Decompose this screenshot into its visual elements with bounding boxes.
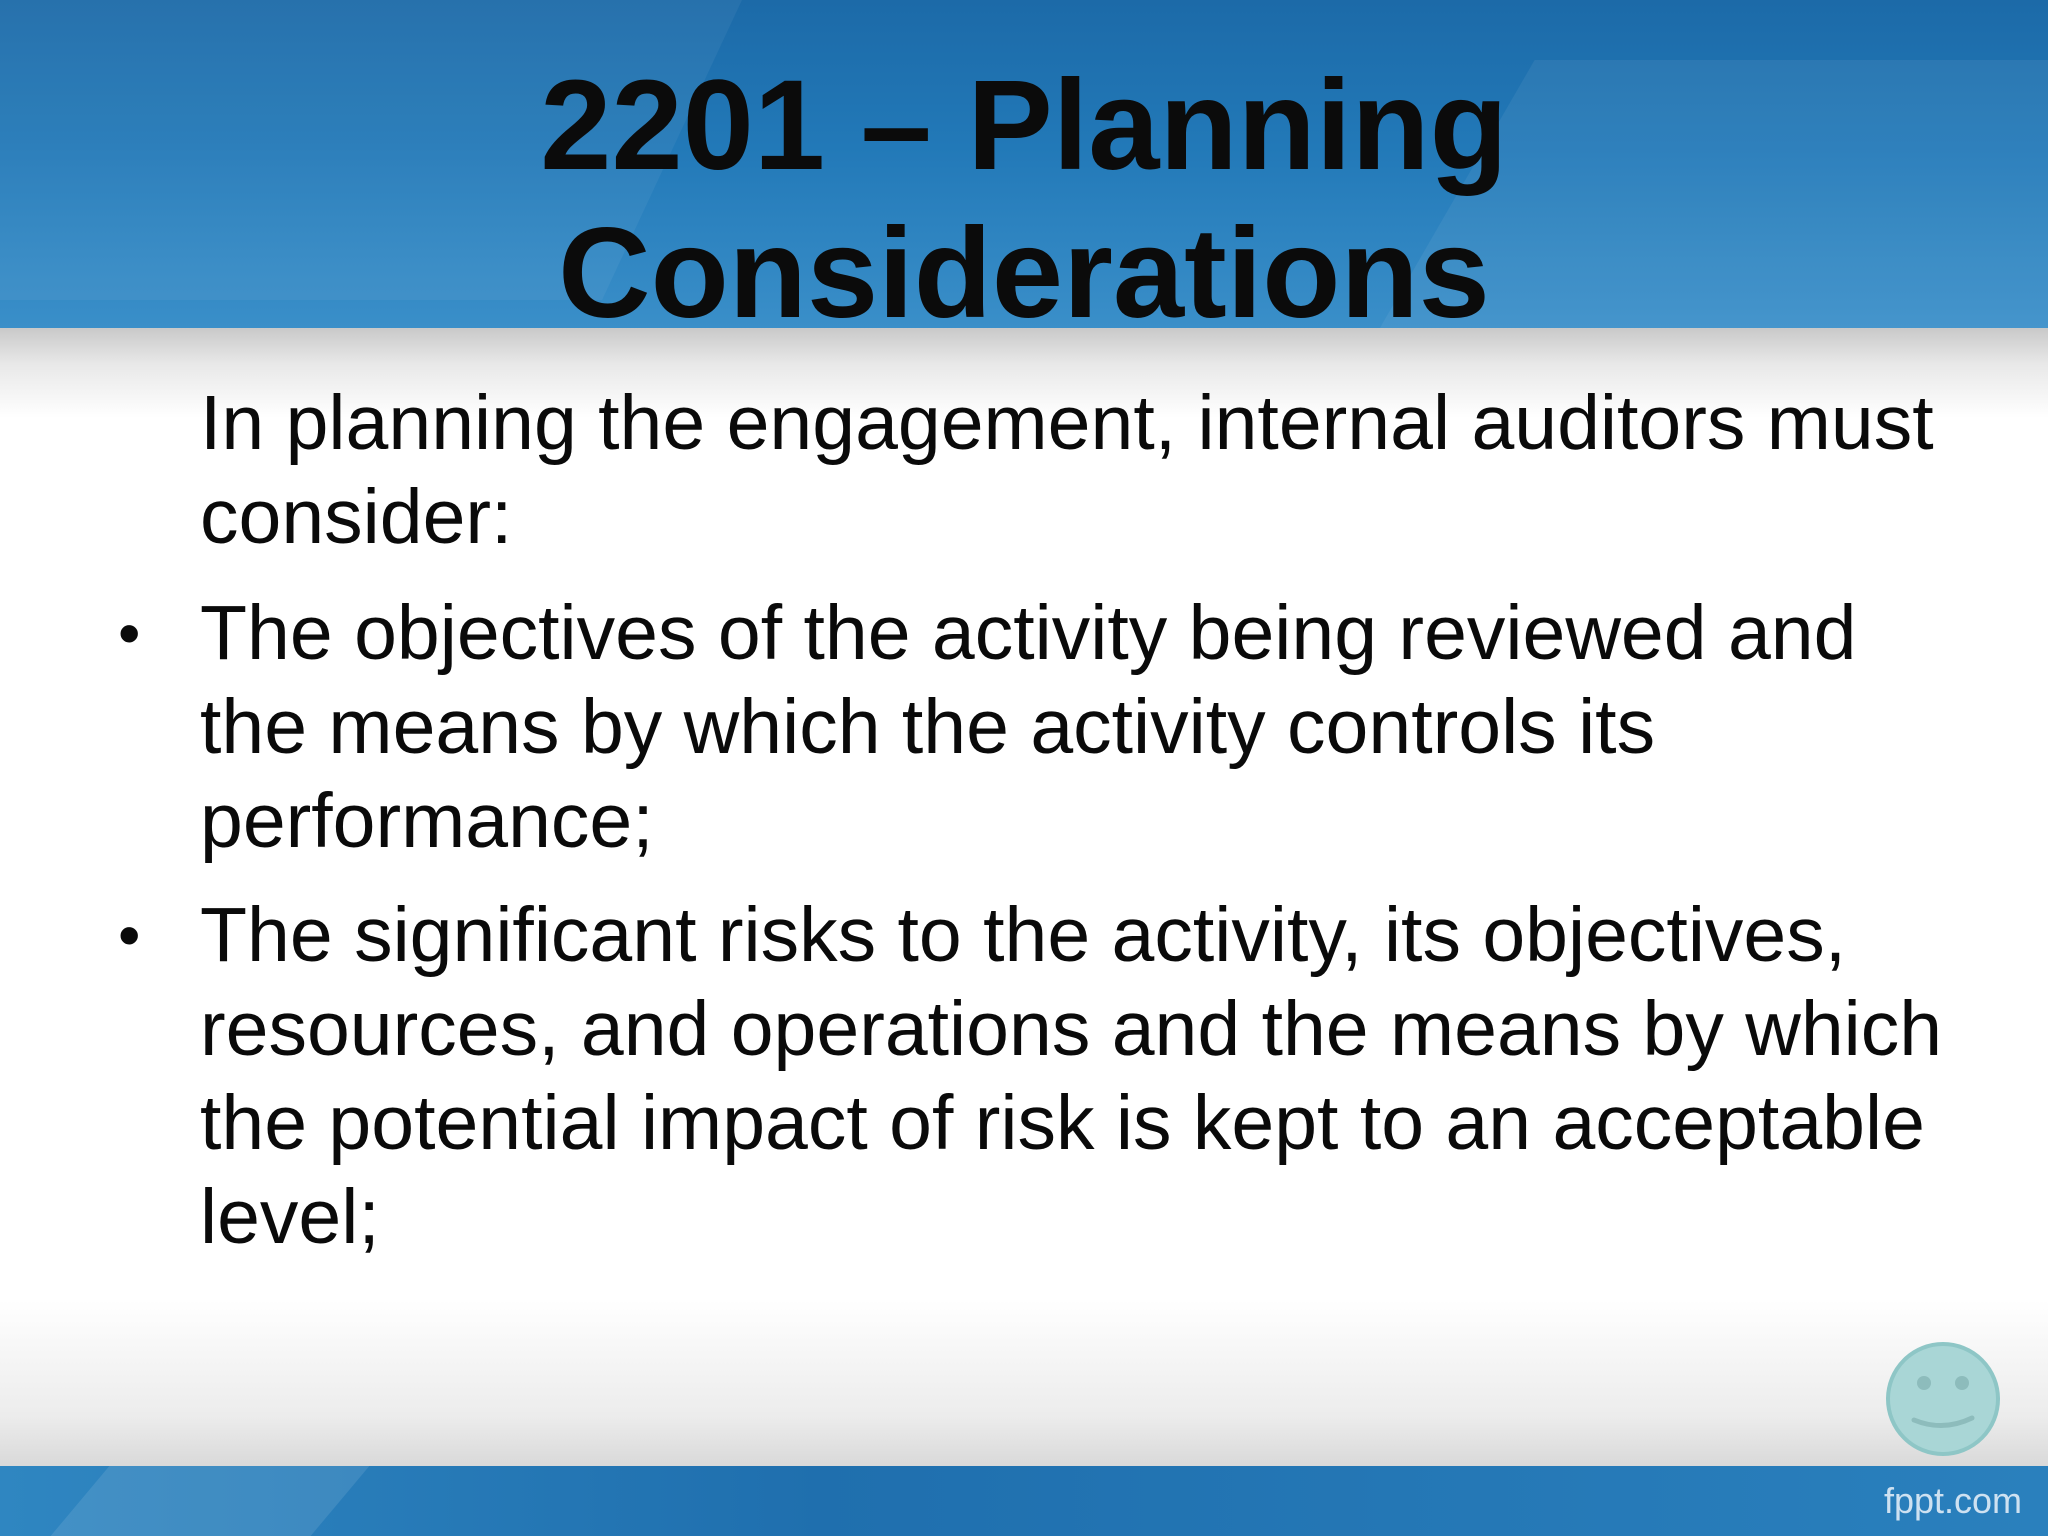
slide-body	[118, 376, 1960, 1284]
footer-band	[0, 1466, 2048, 1536]
bottom-fade	[0, 1300, 2048, 1466]
bullet-list	[118, 586, 1960, 1264]
bullet-item	[118, 888, 1960, 1264]
smiley-face-icon	[1884, 1340, 2002, 1458]
bullet-marker: •	[118, 899, 141, 971]
footer-brand: fppt.com	[1883, 1480, 2022, 1521]
intro-text: In planning the engagement, internal auditors must consider:	[200, 380, 1934, 560]
bullet-marker: •	[118, 597, 141, 669]
bullet-text: The significant risks to the activity, its objectives, resources, and operations and the means by which the potential impact of risk is kept to an acceptable level;	[200, 892, 1943, 1260]
bullet-item	[118, 586, 1960, 868]
title-line-2: Considerations	[558, 202, 1490, 345]
title-line-1: 2201 – Planning	[540, 54, 1508, 197]
slide-title	[0, 52, 2048, 348]
bullet-text: The objectives of the activity being reviewed and the means by which the activity controls its performance;	[200, 590, 1857, 864]
